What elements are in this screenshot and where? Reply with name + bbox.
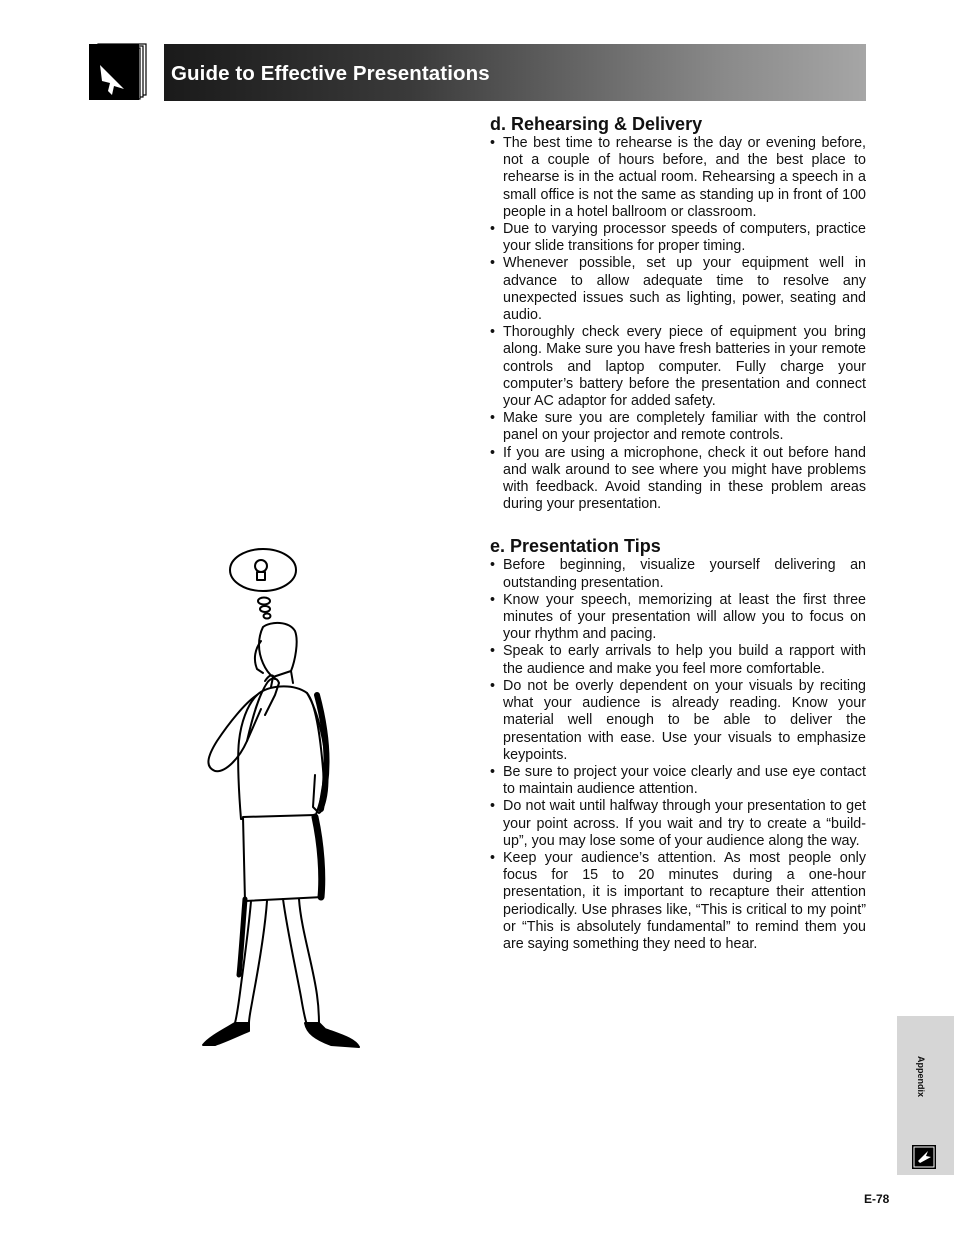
list-item: • Due to varying processor speeds of computers, practice your slide transitions for proper timing. bbox=[490, 221, 866, 255]
header-bar bbox=[164, 44, 866, 101]
list-item: • Keep your audience’s attention. As most people only focus for 15 to 20 minutes during a one-hour presentation, it is important to recapture their attention periodically. Use phrases like, “This is critical to my point” or “This is absolutely fundamental” to remind them you are saying something they need to hear. bbox=[490, 849, 866, 952]
section-title-presentation-tips: e. Presentation Tips bbox=[490, 536, 661, 557]
list-item: • Know your speech, memorizing at least the first three minutes of your presentation will allow you to focus on your rhythm and pacing. bbox=[490, 591, 866, 643]
appendix-tab[interactable] bbox=[897, 1016, 954, 1175]
list-item: • Speak to early arrivals to help you build a rapport with the audience and make you feel more comfortable. bbox=[490, 643, 866, 677]
bullet-glyph: • bbox=[490, 557, 496, 574]
bullet-glyph: • bbox=[490, 798, 496, 815]
main-content bbox=[490, 113, 866, 953]
bullet-glyph: • bbox=[490, 444, 496, 461]
list-item: • Before beginning, visualize yourself delivering an outstanding presentation. bbox=[490, 557, 866, 591]
pointer-arrow-pages-icon bbox=[88, 43, 148, 103]
appendix-tab-label: Appendix bbox=[916, 1056, 926, 1098]
list-item: • The best time to rehearse is the day or evening before, not a couple of hours before, and the best place to rehearse is in the actual room. Rehearsing a speech in a small office is not the same as standing up in front of 100 people in a hotel ballroom or classroom. bbox=[490, 135, 866, 220]
presentation-tips-list bbox=[490, 557, 866, 953]
page-title: Guide to Effective Presentations bbox=[171, 62, 490, 85]
bullet-glyph: • bbox=[490, 135, 496, 151]
list-item: • Thoroughly check every piece of equipment you bring along. Make sure you have fresh batteries in your remote controls and laptop computer. Fully charge your computer’s battery before the presentation and connect your AC adaptor for added safety. bbox=[490, 324, 866, 410]
section-title-rehearsing: d. Rehearsing & Delivery bbox=[490, 114, 703, 134]
bullet-glyph: • bbox=[490, 591, 496, 608]
bullet-glyph: • bbox=[490, 849, 496, 866]
bullet-glyph: • bbox=[490, 324, 496, 341]
list-item: • Be sure to project your voice clearly and use eye contact to maintain audience attention. bbox=[490, 763, 866, 798]
bullet-glyph: • bbox=[490, 643, 496, 660]
page-number: E-78 bbox=[864, 1192, 890, 1206]
pointer-arrow-icon bbox=[912, 1145, 936, 1169]
bullet-glyph: • bbox=[490, 410, 496, 427]
bullet-glyph: • bbox=[490, 763, 496, 780]
list-item: • If you are using a microphone, check it out before hand and walk around to see where you might have problems with feedback. Avoid standing in these problem areas during your presentation. bbox=[490, 444, 866, 513]
list-item: • Whenever possible, set up your equipment well in advance to allow adequate time to resolve any unexpected issues such as lighting, power, seating and audio. bbox=[490, 255, 866, 324]
list-item: • Do not be overly dependent on your visuals by reciting what your audience is already reading. Know your material well enough to be able to deliver the presentation with ease. Use your visuals to emphasize keypoints. bbox=[490, 677, 866, 763]
rehearsing-list bbox=[490, 135, 866, 513]
bullet-glyph: • bbox=[490, 677, 496, 694]
list-item: • Make sure you are completely familiar with the control panel on your projector and remote controls. bbox=[490, 410, 866, 444]
thinking-woman-illustration bbox=[195, 545, 365, 1050]
bullet-glyph: • bbox=[490, 255, 496, 272]
list-item: • Do not wait until halfway through your presentation to get your point across. If you wait and try to create a “build-up”, you may lose some of your audience along the way. bbox=[490, 798, 866, 849]
bullet-glyph: • bbox=[490, 221, 496, 238]
